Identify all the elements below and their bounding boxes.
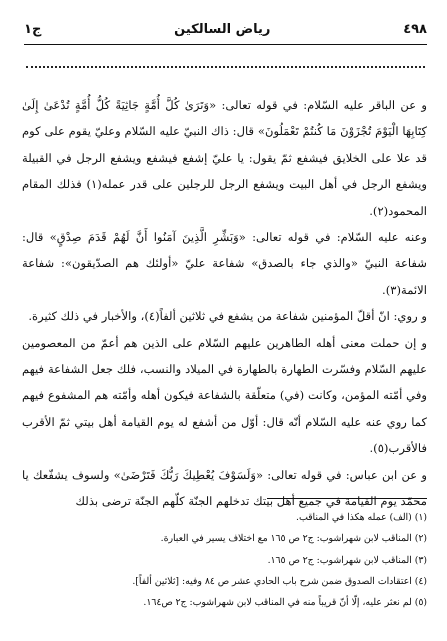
footnotes	[22, 498, 427, 613]
footnote-separator	[267, 498, 427, 499]
footnote: (٣) المناقب لابن شهراشوب: ج٢ ص ١٦٥.	[267, 554, 427, 566]
book-title: رياض السالكين	[174, 21, 271, 37]
paragraph: وعنه عليه السّلام: في قوله تعالى: «وَبَشِّرِ الَّذِينَ آمَنُوا أَنَّ لَهُمْ قَدَمَ صِدْقٍ» قال: شفاعة النبيّ «والذي جاء بالصدق» شفاعة عليّ «أولئك هم الصدّيقون»: شفاعة الائمة(٣).	[22, 230, 427, 297]
paragraph: و روي: انّ أقلّ المؤمنين شفاعة من يشفع في ثلاثين ألفاً(٤)، والأخبار في ذلك كثيرة.	[28, 309, 427, 324]
paragraph: و عن الباقر عليه السّلام: في قوله تعالى: «وَتَرَىٰ كُلَّ أُمَّةٍ جَاثِيَةً كُلُّ أُمَّةٍ تُدْعَىٰ إِلَىٰ كِتَابِهَا الْيَوْمَ تُجْزَوْنَ مَا كُنتُمْ تَعْمَلُونَ» قال: ذاك النبيّ عليه السّلام وعليّ يقوم على كوم قد علا على الخلايق فيشفع ثمّ يقول: يا عليّ إشفع فيشفع ويشفع الرجل في القبيلة ويشفع الرجل في أهل البيت ويشفع الرجل للرجلين على قدر عمله(١) فذلك المقام المحمود(٢).	[22, 98, 427, 218]
page-number: ٤٩٨	[403, 21, 427, 37]
volume-label: ج١	[24, 21, 42, 37]
main-text	[22, 92, 427, 515]
footnote: (١) (الف) عمله هكذا في المناقب.	[296, 512, 427, 523]
paragraph: و إن حملت معنى أهله الطاهرين عليهم السّلام على الذين هم أعمّ من المعصومين عليهم السّلام وفسّرت الطهارة بالطهارة في الميلاد والنسب، فلك جعل الشفاعة فيهم وفي أمّته المؤمن، وكانت (في) متعلّقة بالشفاعة فيكون أهله وأمّته هم المشفوع فيهم كما روي عنه عليه السّلام أنّه قال: أوّل من أشفع له يوم القيامة أهل بيتي ثمّ الأقرب فالأقرب(٥).	[22, 335, 427, 456]
footnote: (٥) لم نعثر عليه، إلّا أنّ قريباً منه في المناقب لابن شهراشوب: ج٢ ص١٦٤.	[143, 597, 427, 609]
header-rule	[24, 44, 427, 45]
footnote: (٢) المناقب لابن شهراشوب: ج٢ ص ١٦٥ مع اختلاف يسير في العبارة.	[160, 533, 427, 545]
page-header	[24, 18, 427, 40]
footnote: (٤) اعتقادات الصدوق ضمن شرح باب الحادي عشر ص ٨٤ وفيه: [ثلاثين ألفاً].	[132, 575, 427, 587]
dotted-divider	[26, 52, 425, 68]
paragraph: و عن ابن عباس: في قوله تعالى: «وَلَسَوْفَ يُعْطِيكَ رَبُّكَ فَتَرْضَىٰ» ولسوف يشفّعك يا محمّد يوم القيامة في جميع أهل بيتك تدخلهم الجنّة كلّهم الجنّة ترضى بذلك	[22, 467, 427, 509]
